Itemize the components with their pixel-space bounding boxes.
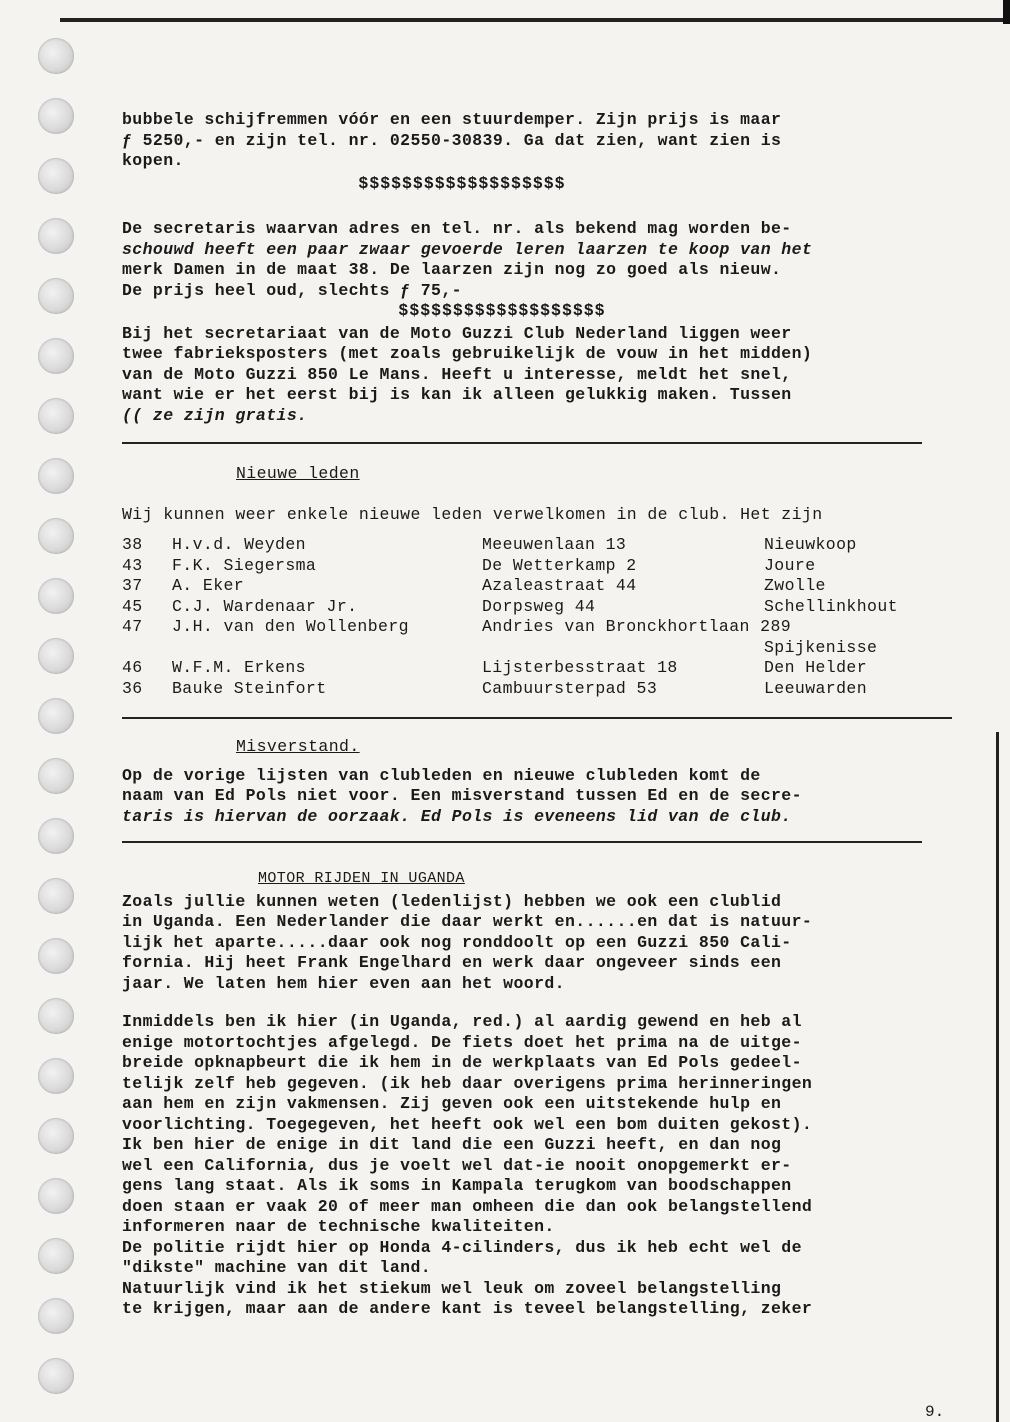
text-line: De politie rijdt hier op Honda 4-cilinders, dus ik heb echt wel de (122, 1237, 802, 1257)
section-heading-new-members: Nieuwe leden (236, 464, 360, 483)
member-name: Bauke Steinfort (172, 678, 327, 698)
section-divider (122, 841, 922, 843)
text-line: informeren naar de technische kwaliteiten. (122, 1217, 555, 1236)
member-city: Den Helder (764, 658, 868, 677)
binder-hole-icon (38, 518, 74, 554)
text-line: Ik ben hier de enige in dit land die een Guzzi heeft, en dan nog (122, 1135, 782, 1154)
member-name: F.K. Siegersma (172, 555, 317, 575)
binder-hole-icon (38, 278, 74, 314)
binder-hole-icon (38, 1058, 74, 1094)
text-line: gens lang staat. Als ik soms in Kampala terugkom van boodschappen (122, 1176, 792, 1195)
table-row (122, 617, 898, 638)
member-name: C.J. Wardenaar Jr. (172, 596, 358, 616)
section-heading-uganda: MOTOR RIJDEN IN UGANDA (258, 870, 465, 887)
member-number: 47 (122, 617, 143, 636)
text-line: breide opknapbeurt die ik hem in de werkplaats van Ed Pols gedeel- (122, 1053, 802, 1072)
ad-boots-for-sale (122, 219, 972, 301)
member-address: Meeuwenlaan 13 (482, 535, 627, 554)
page-right-edge (996, 732, 999, 1422)
member-number: 45 (122, 596, 143, 616)
page-number: 9. (925, 1403, 945, 1421)
member-address: Andries van Bronckhortlaan 289 (482, 617, 792, 636)
binder-hole-icon (38, 1118, 74, 1154)
binder-hole-icon (38, 638, 74, 674)
text-line: (( ze zijn gratis. (122, 405, 308, 425)
text-line: bubbele schijfremmen vóór en een stuurdemper. Zijn prijs is maar (122, 110, 782, 129)
binder-holes (38, 30, 78, 1410)
text-line: Zoals jullie kunnen weten (ledenlijst) hebben we ook een clublid (122, 891, 782, 911)
text-line: enige motortochtjes afgelegd. De fiets doet het prima na de uitge- (122, 1032, 802, 1052)
text-line: Inmiddels ben ik hier (in Uganda, red.) al aardig gewend en heb al (122, 1012, 802, 1031)
misverstand-paragraph (122, 766, 972, 828)
text-line: aan hem en zijn vakmensen. Zij geven ook een uitstekende hulp en (122, 1094, 782, 1113)
binder-hole-icon (38, 818, 74, 854)
member-address: Azaleastraat 44 (482, 576, 637, 595)
text-line: te krijgen, maar aan de andere kant is teveel belangstelling, zeker (122, 1299, 813, 1318)
text-line: schouwd heeft een paar zwaar gevoerde leren laarzen te koop van het (122, 239, 813, 259)
new-members-intro: Wij kunnen weer enkele nieuwe leden verwelkomen in de club. Het zijn (122, 504, 823, 524)
page-top-edge (60, 18, 1010, 22)
ad-motorcycle-for-sale (122, 110, 972, 172)
binder-hole-icon (38, 458, 74, 494)
section-divider (122, 717, 952, 719)
ad-posters (122, 324, 972, 427)
member-city: Zwolle (764, 576, 826, 595)
table-row (122, 535, 898, 556)
member-name: H.v.d. Weyden (172, 535, 306, 554)
text-line: twee fabrieksposters (met zoals gebruikelijk de vouw in het midden) (122, 344, 813, 363)
table-row (122, 679, 898, 700)
binder-hole-icon (38, 698, 74, 734)
table-row (122, 576, 898, 597)
member-name: A. Eker (172, 576, 245, 595)
table-row (122, 556, 898, 577)
member-name: W.F.M. Erkens (172, 658, 306, 677)
uganda-letter (122, 1012, 972, 1320)
text-line: De prijs heel oud, slechts ƒ 75,- (122, 280, 462, 300)
binder-hole-icon (38, 938, 74, 974)
table-row (122, 597, 898, 618)
section-heading-misverstand: Misverstand. (236, 737, 360, 756)
member-address: Lijsterbesstraat 18 (482, 658, 678, 677)
member-city: Leeuwarden (764, 678, 868, 698)
text-line: Natuurlijk vind ik het stiekum wel leuk om zoveel belangstelling (122, 1278, 782, 1298)
binder-hole-icon (38, 1178, 74, 1214)
text-line: taris is hiervan de oorzaak. Ed Pols is eveneens lid van de club. (122, 806, 792, 826)
text-line: "dikste" machine van dit land. (122, 1258, 432, 1277)
member-city: Spijkenisse (764, 637, 878, 657)
table-row (122, 658, 898, 679)
text-line: want wie er het eerst bij is kan ik alleen gelukkig maken. Tussen (122, 385, 792, 404)
member-city: Joure (764, 555, 816, 575)
binder-hole-icon (38, 758, 74, 794)
text-line: jaar. We laten hem hier even aan het woord. (122, 973, 565, 993)
member-address: Cambuursterpad 53 (482, 678, 658, 698)
member-number: 37 (122, 576, 143, 595)
text-line: voorlichting. Toegegeven, het heeft ook wel een bom duiten gekost). (122, 1114, 813, 1134)
binder-hole-icon (38, 158, 74, 194)
binder-hole-icon (38, 1358, 74, 1394)
binder-hole-icon (38, 878, 74, 914)
binder-hole-icon (38, 38, 74, 74)
binder-hole-icon (38, 398, 74, 434)
binder-hole-icon (38, 1298, 74, 1334)
section-divider (122, 442, 922, 444)
uganda-intro (122, 892, 972, 995)
binder-hole-icon (38, 578, 74, 614)
binder-hole-icon (38, 218, 74, 254)
member-city: Schellinkhout (764, 596, 898, 616)
text-line: Op de vorige lijsten van clubleden en nieuwe clubleden komt de (122, 765, 761, 785)
member-name: J.H. van den Wollenberg (172, 617, 409, 636)
text-line: telijk zelf heb gegeven. (ik heb daar overigens prima herinneringen (122, 1073, 813, 1093)
member-number: 46 (122, 658, 143, 677)
text-line: in Uganda. Een Nederlander die daar werkt en......en dat is natuur- (122, 912, 813, 931)
text-line: Bij het secretariaat van de Moto Guzzi Club Nederland liggen weer (122, 323, 792, 343)
member-number: 43 (122, 555, 143, 575)
text-line: merk Damen in de maat 38. De laarzen zijn nog zo goed als nieuw. (122, 260, 782, 279)
text-line: ƒ 5250,- en zijn tel. nr. 02550-30839. Ga dat zien, want zien is (122, 130, 782, 150)
table-row (122, 638, 898, 659)
text-line: naam van Ed Pols niet voor. Een misverstand tussen Ed en de secre- (122, 786, 802, 805)
page-corner-mark (1003, 0, 1010, 24)
member-number: 38 (122, 535, 143, 554)
text-line: De secretaris waarvan adres en tel. nr. als bekend mag worden be- (122, 219, 792, 238)
dollar-separator: $$$$$$$$$$$$$$$$$$$ (398, 301, 606, 320)
text-line: van de Moto Guzzi 850 Le Mans. Heeft u interesse, meldt het snel, (122, 364, 792, 384)
binder-hole-icon (38, 338, 74, 374)
page-content (122, 110, 972, 1320)
dollar-separator: $$$$$$$$$$$$$$$$$$$ (358, 173, 566, 193)
binder-hole-icon (38, 1238, 74, 1274)
text-line: kopen. (122, 151, 184, 170)
binder-hole-icon (38, 98, 74, 134)
new-members-table (122, 535, 898, 699)
text-line: doen staan er vaak 20 of meer man omheen die dan ook belangstellend (122, 1196, 813, 1216)
member-city: Nieuwkoop (764, 535, 857, 554)
text-line: lijk het aparte.....daar ook nog ronddoolt op een Guzzi 850 Cali- (122, 932, 792, 952)
binder-hole-icon (38, 998, 74, 1034)
member-number: 36 (122, 678, 143, 698)
member-address: De Wetterkamp 2 (482, 555, 637, 575)
text-line: wel een California, dus je voelt wel dat-ie nooit onopgemerkt er- (122, 1155, 792, 1175)
text-line: fornia. Hij heet Frank Engelhard en werk daar ongeveer sinds een (122, 953, 782, 972)
member-address: Dorpsweg 44 (482, 596, 596, 616)
